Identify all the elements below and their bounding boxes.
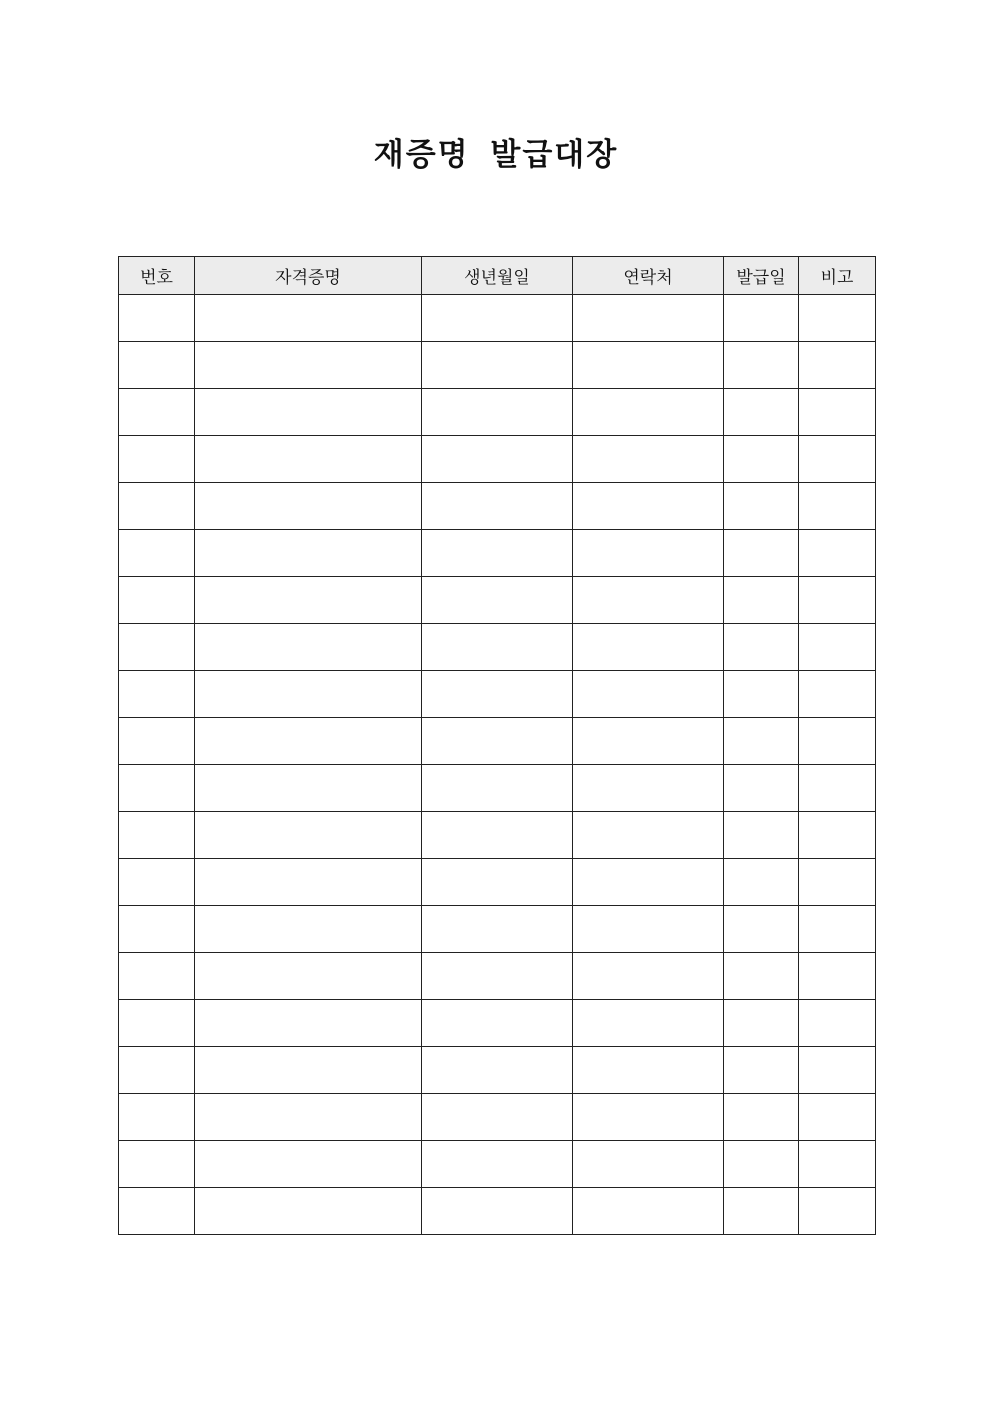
table-row [119, 859, 876, 906]
cell-birthdate [422, 906, 573, 953]
cell-remarks [799, 906, 876, 953]
cell-contact [573, 530, 724, 577]
cell-certificate [195, 812, 422, 859]
table-row [119, 483, 876, 530]
cell-remarks [799, 1188, 876, 1235]
cell-remarks [799, 624, 876, 671]
cell-contact [573, 342, 724, 389]
cell-issue-date [724, 765, 799, 812]
cell-remarks [799, 577, 876, 624]
cell-birthdate [422, 530, 573, 577]
cell-certificate [195, 1000, 422, 1047]
cell-certificate [195, 953, 422, 1000]
cell-issue-date [724, 718, 799, 765]
cell-issue-date [724, 436, 799, 483]
cell-remarks [799, 1047, 876, 1094]
cell-issue-date [724, 1094, 799, 1141]
cell-birthdate [422, 342, 573, 389]
cell-birthdate [422, 1094, 573, 1141]
table-row [119, 342, 876, 389]
cell-issue-date [724, 483, 799, 530]
cell-issue-date [724, 906, 799, 953]
cell-remarks [799, 765, 876, 812]
cell-contact [573, 718, 724, 765]
table-header [119, 257, 876, 295]
cell-issue-date [724, 624, 799, 671]
cell-remarks [799, 718, 876, 765]
cell-remarks [799, 530, 876, 577]
cell-issue-date [724, 342, 799, 389]
cell-contact [573, 577, 724, 624]
cell-contact [573, 483, 724, 530]
table-row [119, 530, 876, 577]
cell-birthdate [422, 483, 573, 530]
cell-certificate [195, 389, 422, 436]
cell-birthdate [422, 765, 573, 812]
table-row [119, 953, 876, 1000]
cell-birthdate [422, 624, 573, 671]
cell-remarks [799, 1094, 876, 1141]
cell-contact [573, 436, 724, 483]
cell-number [119, 1094, 195, 1141]
cell-number [119, 342, 195, 389]
cell-certificate [195, 1141, 422, 1188]
cell-contact [573, 906, 724, 953]
cell-contact [573, 765, 724, 812]
cell-contact [573, 1188, 724, 1235]
cell-birthdate [422, 436, 573, 483]
column-header-issue-date: 발급일 [724, 257, 799, 295]
cell-number [119, 1188, 195, 1235]
cell-certificate [195, 765, 422, 812]
cell-birthdate [422, 671, 573, 718]
cell-issue-date [724, 1047, 799, 1094]
cell-certificate [195, 671, 422, 718]
table-row [119, 436, 876, 483]
cell-certificate [195, 436, 422, 483]
cell-contact [573, 295, 724, 342]
cell-certificate [195, 342, 422, 389]
cell-contact [573, 1094, 724, 1141]
cell-remarks [799, 859, 876, 906]
cell-certificate [195, 1094, 422, 1141]
cell-number [119, 1141, 195, 1188]
cell-certificate [195, 295, 422, 342]
cell-number [119, 389, 195, 436]
cell-remarks [799, 953, 876, 1000]
cell-issue-date [724, 1141, 799, 1188]
cell-certificate [195, 859, 422, 906]
cell-certificate [195, 1188, 422, 1235]
column-header-remarks: 비고 [799, 257, 876, 295]
cell-remarks [799, 483, 876, 530]
cell-contact [573, 671, 724, 718]
cell-number [119, 1000, 195, 1047]
cell-birthdate [422, 1188, 573, 1235]
cell-issue-date [724, 530, 799, 577]
cell-birthdate [422, 1047, 573, 1094]
column-header-certificate: 자격증명 [195, 257, 422, 295]
table-row [119, 906, 876, 953]
cell-issue-date [724, 812, 799, 859]
cell-birthdate [422, 859, 573, 906]
table-row [119, 718, 876, 765]
cell-number [119, 1047, 195, 1094]
cell-certificate [195, 1047, 422, 1094]
cell-remarks [799, 1000, 876, 1047]
cell-certificate [195, 906, 422, 953]
cell-remarks [799, 436, 876, 483]
cell-number [119, 624, 195, 671]
cell-number [119, 483, 195, 530]
column-header-number: 번호 [119, 257, 195, 295]
cell-number [119, 577, 195, 624]
cell-issue-date [724, 1000, 799, 1047]
cell-contact [573, 859, 724, 906]
cell-issue-date [724, 671, 799, 718]
cell-contact [573, 1000, 724, 1047]
cell-remarks [799, 342, 876, 389]
cell-issue-date [724, 389, 799, 436]
header-row [119, 257, 876, 295]
cell-issue-date [724, 953, 799, 1000]
table-row [119, 765, 876, 812]
table-row [119, 1094, 876, 1141]
table-body [119, 295, 876, 1235]
cell-birthdate [422, 1000, 573, 1047]
table-row [119, 1000, 876, 1047]
column-header-contact: 연락처 [573, 257, 724, 295]
cell-number [119, 765, 195, 812]
cell-certificate [195, 624, 422, 671]
table-row [119, 389, 876, 436]
cell-contact [573, 389, 724, 436]
cell-birthdate [422, 295, 573, 342]
cell-certificate [195, 483, 422, 530]
cell-certificate [195, 718, 422, 765]
cell-number [119, 812, 195, 859]
cell-birthdate [422, 389, 573, 436]
cell-certificate [195, 530, 422, 577]
cell-issue-date [724, 1188, 799, 1235]
cell-birthdate [422, 1141, 573, 1188]
table-row [119, 1188, 876, 1235]
cell-contact [573, 624, 724, 671]
cell-number [119, 436, 195, 483]
cell-remarks [799, 389, 876, 436]
cell-number [119, 295, 195, 342]
cell-birthdate [422, 812, 573, 859]
cell-number [119, 530, 195, 577]
cell-birthdate [422, 718, 573, 765]
cell-contact [573, 1141, 724, 1188]
cell-number [119, 906, 195, 953]
cell-remarks [799, 1141, 876, 1188]
cell-issue-date [724, 859, 799, 906]
table-row [119, 1047, 876, 1094]
cell-certificate [195, 577, 422, 624]
table-row [119, 295, 876, 342]
cell-number [119, 859, 195, 906]
cell-issue-date [724, 577, 799, 624]
cell-contact [573, 953, 724, 1000]
cell-contact [573, 812, 724, 859]
table-row [119, 577, 876, 624]
cell-contact [573, 1047, 724, 1094]
column-header-birthdate: 생년월일 [422, 257, 573, 295]
cell-remarks [799, 295, 876, 342]
table-row [119, 624, 876, 671]
cell-remarks [799, 671, 876, 718]
cell-remarks [799, 812, 876, 859]
cell-birthdate [422, 577, 573, 624]
table-row [119, 812, 876, 859]
cell-issue-date [724, 295, 799, 342]
cell-number [119, 953, 195, 1000]
cell-number [119, 671, 195, 718]
cell-birthdate [422, 953, 573, 1000]
table-row [119, 1141, 876, 1188]
table-row [119, 671, 876, 718]
cell-number [119, 718, 195, 765]
page-title: 재증명 발급대장 [373, 137, 619, 173]
issuance-ledger-table [118, 256, 876, 1235]
